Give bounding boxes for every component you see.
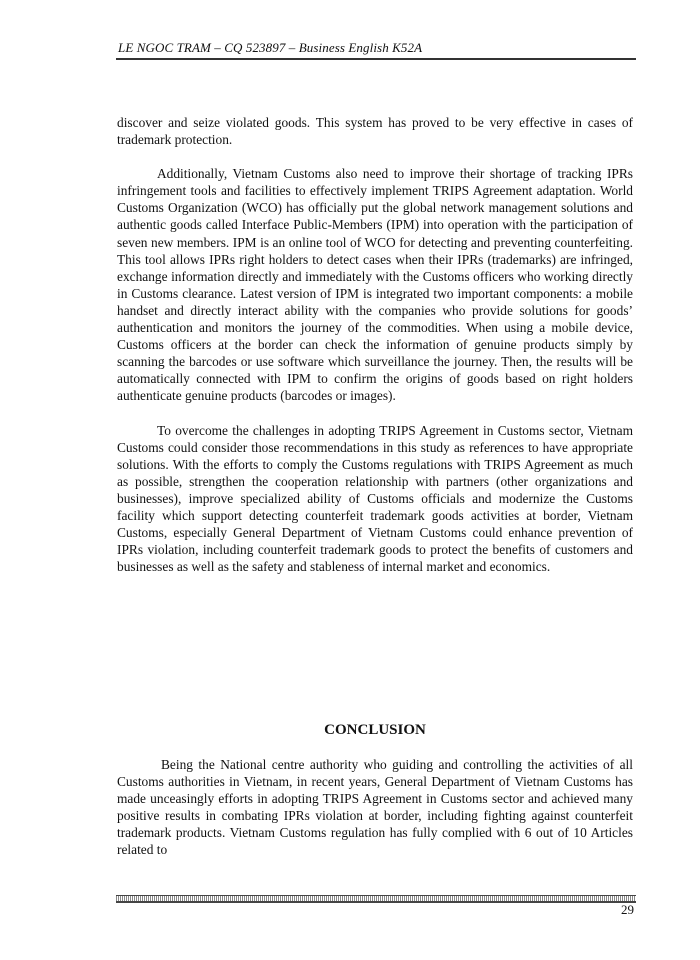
conclusion-paragraph: Being the National centre authority who guiding and controlling the activities of all Customs authorities in Vietnam, in recent years, General Department of Vietnam Customs has made unceasingly efforts in adopting TRIPS Agreement in Customs sector and achieved many positive results in combating IPRs violation at border, including fighting against counterfeit trademark products. Vietnam Customs regulation has fully complied with 6 out of 10 Articles related to (117, 757, 633, 858)
body-text (117, 114, 633, 575)
conclusion-heading: CONCLUSION (324, 722, 426, 738)
conclusion-text (117, 756, 633, 859)
header-rule (116, 58, 636, 60)
page-number: 29 (621, 902, 634, 917)
paragraph-wco-ipm: Additionally, Vietnam Customs also need to improve their shortage of tracking IPRs infringement tools and facilities to effectively implement TRIPS Agreement adaptation. World Customs Organization (WCO) has officially put the global network management solutions and authentic goods called Interface Public-Members (IPM) into operation with the participation of seven new members. IPM is an online tool of WCO for detecting and preventing counterfeiting. This tool allows IPRs right holders to detect cases when their IPRs (trademarks) are infringed, exchange information directly and immediately with the Customs officers who working directly in Customs clearance. Latest version of IPM is integrated two important components: a mobile handset and directly interact ability with the companies who provide solutions for goods’ authentication and monitors the journey of the commodities. When using a mobile device, Customs officers at the border can check the information of genuine products simply by scanning the barcodes or use software which surveillance the journey. Then, the results will be automatically connected with IPM to confirm the origins of goods based on right holders authenticate genuine products (barcodes or images). (117, 166, 633, 404)
paragraph-continuation: discover and seize violated goods. This system has proved to be very effective in cases of trademark protection. (117, 115, 633, 148)
paragraph-recommendations: To overcome the challenges in adopting TRIPS Agreement in Customs sector, Vietnam Customs could consider those recommendations in this study as references to have appropriate solutions. With the efforts to comply the Customs regulations with TRIPS Agreement as much as possible, strengthen the cooperation relationship with partners (other organizations and businesses), improve specialized ability of Customs officials and modernize the Customs facility which support detecting counterfeit trademark goods activities at border, Vietnam Customs, especially General Department of Vietnam Customs could enhance prevention of IPRs violation, including counterfeit trademark goods to protect the benefits of customers and businesses as well as the safety and stableness of internal market and economics. (117, 422, 633, 575)
running-header: LE NGOC TRAM – CQ 523897 – Business English K52A (118, 40, 423, 55)
footer-rule (116, 895, 636, 903)
